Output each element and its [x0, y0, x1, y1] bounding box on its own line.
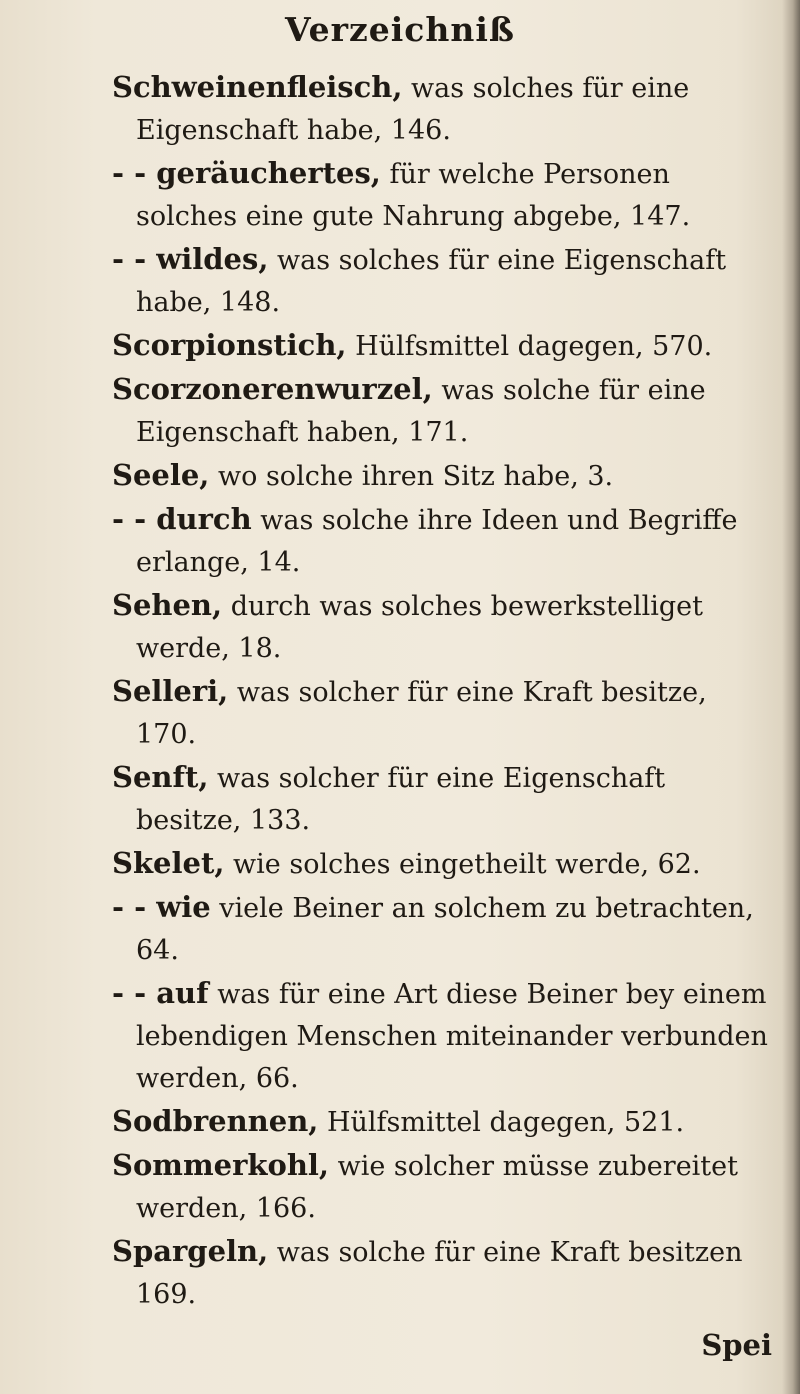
entry-keyword: Schweinenfleisch,: [112, 70, 403, 104]
entry-text: wie solches eingetheilt werde, 62.: [224, 849, 701, 880]
entry-text: Hülfsmittel dagegen, 521.: [318, 1107, 685, 1138]
entry-text: was solcher für eine Kraft besitze, 170.: [136, 677, 707, 750]
entry-keyword: - - wie: [112, 890, 211, 924]
entry-keyword: - - durch: [112, 502, 252, 536]
entry-text: durch was solches bewerkstelliget werde, 18.: [136, 591, 704, 664]
index-entry: [112, 1100, 772, 1144]
entry-keyword: Spargeln,: [112, 1234, 269, 1268]
index-entries: [112, 66, 772, 1316]
catchword: Spei: [701, 1328, 772, 1362]
entry-text: was solches für eine Eigenschaft habe, 146.: [136, 73, 690, 146]
entry-text: was solche für eine Eigenschaft haben, 171.: [136, 375, 706, 448]
entry-keyword: Sodbrennen,: [112, 1104, 319, 1138]
entry-text: für welche Personen solches eine gute Nahrung abgebe, 147.: [136, 159, 691, 232]
index-entry: [112, 152, 772, 238]
entry-text: wie solcher müsse zubereitet werden, 166.: [136, 1151, 738, 1224]
entry-keyword: - - auf: [112, 976, 209, 1010]
entry-keyword: Sehen,: [112, 588, 223, 622]
entry-text: was solche ihre Ideen und Begriffe erlange, 14.: [136, 505, 738, 578]
page-edge-shadow: [782, 0, 800, 1394]
entry-keyword: Seele,: [112, 458, 210, 492]
entry-text: viele Beiner an solchem zu betrachten, 64.: [136, 893, 754, 966]
page-title: Verzeichniß: [285, 10, 515, 49]
index-entry: [112, 756, 772, 842]
entry-text: was solcher für eine Eigenschaft besitze, 133.: [136, 763, 666, 836]
entry-keyword: Selleri,: [112, 674, 229, 708]
entry-keyword: - - wildes,: [112, 242, 269, 276]
entry-keyword: Skelet,: [112, 846, 225, 880]
index-entry: [112, 1230, 772, 1316]
index-entry: [112, 670, 772, 756]
index-entry: [112, 66, 772, 152]
index-entry: [112, 886, 772, 972]
entry-text: was für eine Art diese Beiner bey einem lebendigen Menschen miteinander verbunden werden, 66.: [136, 979, 768, 1094]
entry-keyword: Sommerkohl,: [112, 1148, 330, 1182]
index-entry: [112, 368, 772, 454]
index-entry: [112, 454, 772, 498]
entry-text: was solches für eine Eigenschaft habe, 148.: [136, 245, 727, 318]
index-entry: [112, 842, 772, 886]
entry-keyword: Scorpionstich,: [112, 328, 347, 362]
entry-keyword: Senft,: [112, 760, 209, 794]
index-entry: [112, 972, 772, 1100]
entry-keyword: Scorzonerenwurzel,: [112, 372, 433, 406]
entry-keyword: - - geräuchertes,: [112, 156, 381, 190]
index-entry: [112, 1144, 772, 1230]
entry-text: wo solche ihren Sitz habe, 3.: [209, 461, 614, 492]
index-entry: [112, 324, 772, 368]
entry-text: was solche für eine Kraft besitzen 169.: [136, 1237, 743, 1310]
index-entry: [112, 498, 772, 584]
index-entry: [112, 584, 772, 670]
index-entry: [112, 238, 772, 324]
entry-text: Hülfsmittel dagegen, 570.: [346, 331, 713, 362]
